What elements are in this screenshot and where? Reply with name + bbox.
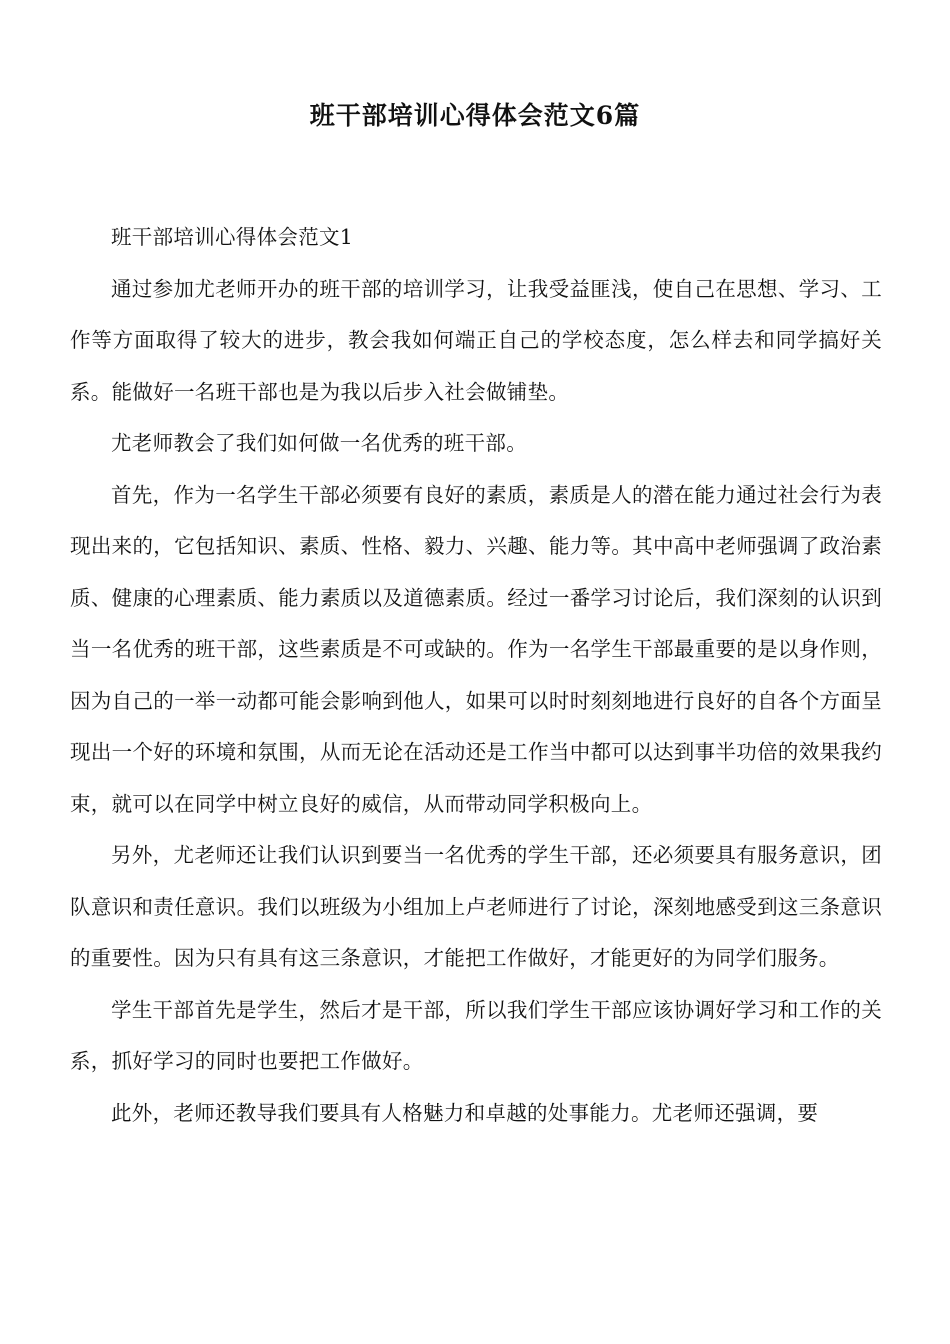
paragraph: 尤老师教会了我们如何做一名优秀的班干部。 <box>111 431 527 455</box>
document-body <box>70 212 882 1139</box>
document-title: 班干部培训心得体会范文6篇 <box>309 101 641 130</box>
paragraph-subtitle: 班干部培训心得体会范文1 <box>111 225 354 249</box>
paragraph: 另外，尤老师还让我们认识到要当一名优秀的学生干部，还必须要具有服务意识，团队意识和责任意识。我们以班级为小组加上卢老师进行了讨论，深刻地感受到这三条意识的重要性。因为只有具有这三条意识，才能把工作做好，才能更好的为同学们服务。 <box>70 843 882 970</box>
paragraph: 通过参加尤老师开办的班干部的培训学习，让我受益匪浅，使自己在思想、学习、工作等方面取得了较大的进步，教会我如何端正自己的学校态度，怎么样去和同学搞好关系。能做好一名班干部也是为我以后步入社会做铺垫。 <box>70 276 882 404</box>
paragraph: 首先，作为一名学生干部必须要有良好的素质，素质是人的潜在能力通过社会行为表现出来的，它包括知识、素质、性格、毅力、兴趣、能力等。其中高中老师强调了政治素质、健康的心理素质、能力素质以及道德素质。经过一番学习讨论后，我们深刻的认识到当一名优秀的班干部，这些素质是不可或缺的。作为一名学生干部最重要的是以身作则，因为自己的一举一动都可能会影响到他人，如果可以时时刻刻地进行良好的自各个方面呈现出一个好的环境和氛围，从而无论在活动还是工作当中都可以达到事半功倍的效果我约束，就可以在同学中树立良好的威信，从而带动同学积极向上。 <box>70 482 882 816</box>
paragraph: 此外，老师还教导我们要具有人格魅力和卓越的处事能力。尤老师还强调，要 <box>111 1100 819 1125</box>
paragraph: 学生干部首先是学生，然后才是干部，所以我们学生干部应该协调好学习和工作的关系，抓好学习的同时也要把工作做好。 <box>70 997 882 1073</box>
